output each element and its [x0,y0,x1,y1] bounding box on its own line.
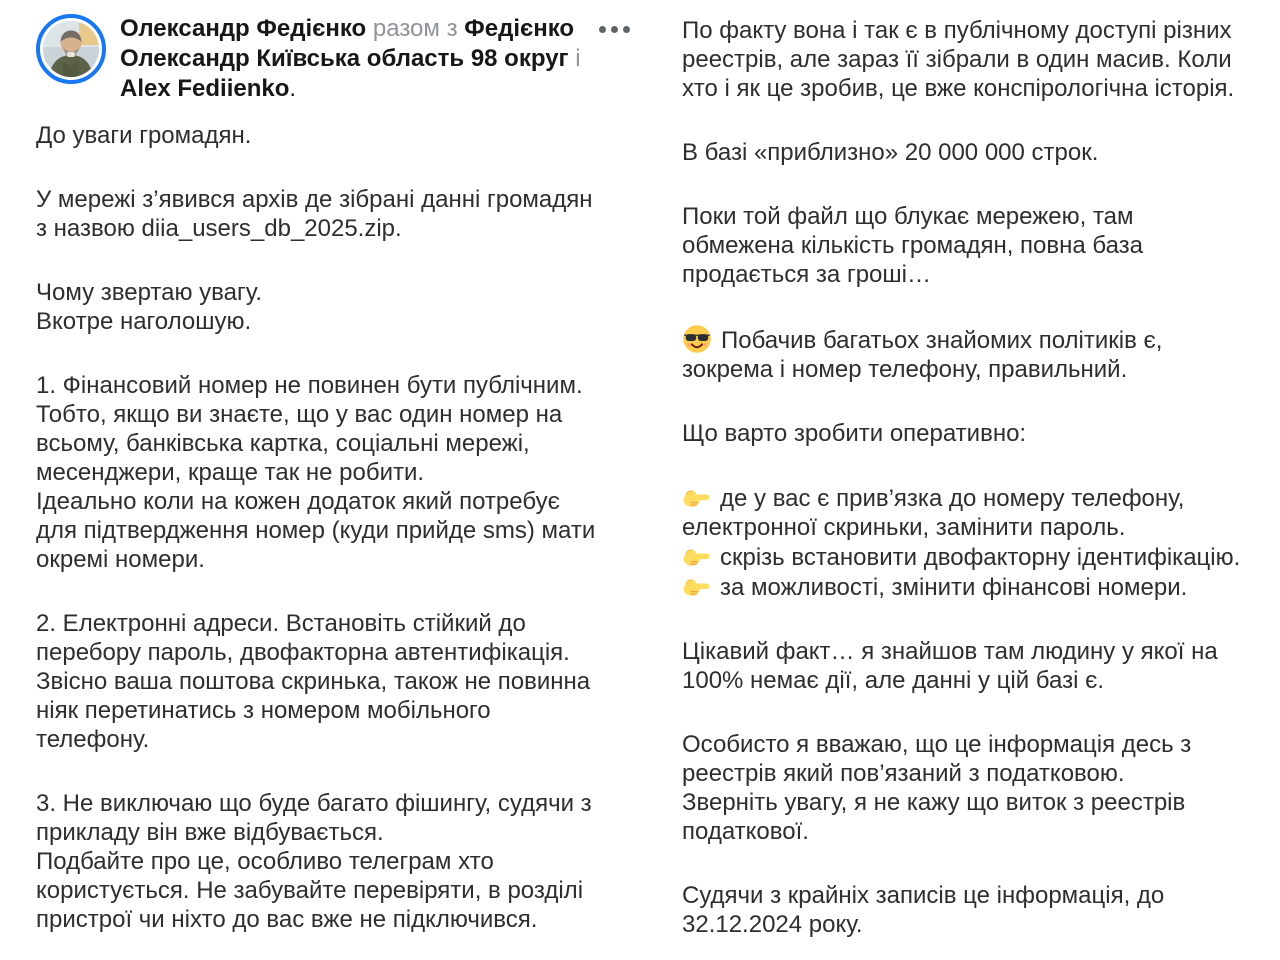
post-text-line: месенджери, краще так не робити. [36,459,425,486]
tagged-profile-link[interactable]: Alex Fediienko [120,75,290,102]
paragraph [36,609,636,754]
paragraph [682,881,1252,939]
post-text-line: У мережі з’явився архів де зібрані данні громадян [36,186,593,213]
post-byline [120,14,581,104]
post-text-line: пристрої чи ніхто до вас вже не підключився. [36,906,538,933]
post-text-line: окремі номери. [36,546,205,573]
post-text-line: Ідеально коли на кожен додаток який потребує [36,488,560,515]
post-text-line: для підтвердження номер (куди прийде sms) мати [36,517,596,544]
pointing-right-emoji-icon [682,542,711,571]
post-text-line: прикладу він вже відбувається. [36,819,384,846]
post-text-line: Поки той файл що блукає мережею, там [682,203,1134,230]
post-text-line: скрізь встановити двофакторну ідентифікацію. [682,542,1252,572]
byline-line-2 [120,44,581,74]
paragraph [682,483,1252,602]
byline-line-1 [120,14,581,44]
profile-photo-image [43,21,99,77]
byline-period: . [289,75,297,102]
post-right-column [682,14,1252,939]
paragraph [36,278,636,336]
post-text-line: 3. Не виключаю що буде багато фішингу, судячи з [36,790,592,817]
post-text-line: 2. Електронні адреси. Встановіть стійкий до [36,610,526,637]
post-text-line: за можливості, змінити фінансові номери. [682,572,1252,602]
post-text-line: Що варто зробити оперативно: [682,420,1027,447]
paragraph [36,789,636,934]
post-text-line: перебору пароль, двофакторна автентифікація. [36,639,570,666]
post-left-column [36,14,636,939]
post-text-line: податкової. [682,818,809,845]
post-text-line: всьому, банківська картка, соціальні мережі, [36,430,530,457]
profile-photo [43,21,99,77]
paragraph [682,419,1252,448]
post-text-line: де у вас є прив’язка до номеру телефону, [682,483,1252,513]
post-text-line: В базі «приблизно» 20 000 000 строк. [682,139,1099,166]
paragraph [682,324,1252,384]
together-with-label: разом з [372,15,458,42]
paragraph [682,637,1252,695]
post-options-button[interactable] [599,14,636,33]
post-text-line: По факту вона і так є в публічному доступі різних [682,17,1232,44]
paragraph [682,202,1252,289]
post-text-line: користується. Не забувайте перевіряти, в розділі [36,877,584,904]
post-text-line: Особисто я вважаю, що це інформація десь з [682,731,1192,758]
post-text-line: Цікавий факт… я знайшов там людину у якої на [682,638,1218,665]
post-text-line: Побачив багатьох знайомих політиків є, [682,324,1252,355]
post-text-line: До уваги громадян. [36,122,252,149]
post-text-line: Тобто, якщо ви знаєте, що у вас один номер на [36,401,563,428]
post-text-line: Зверніть увагу, я не кажу що виток з реестрів [682,789,1186,816]
paragraph [36,371,636,574]
post-text-line: 32.12.2024 року. [682,911,863,938]
post-text-line: Вкотре наголошую. [36,308,252,335]
post-text-line: Судячи з крайніх записів це інформація, до [682,882,1165,909]
post-text-line: телефону. [36,726,150,753]
ellipsis-icon [623,26,630,33]
ellipsis-icon [611,26,618,33]
post-text-line: Подбайте про це, особливо телеграм хто [36,848,494,875]
paragraph [682,730,1252,846]
pointing-right-emoji-icon [682,572,711,601]
tagged-profile-link[interactable]: Федієнко [464,15,575,42]
avatar[interactable] [36,14,106,84]
paragraph [682,16,1252,103]
post-text-line: реестрів який пов’язаний з податковою. [682,760,1125,787]
post-text-line: зокрема і номер телефону, правильний. [682,356,1128,383]
paragraph [36,121,636,150]
sunglasses-emoji-icon [682,324,712,354]
tagged-profile-link[interactable]: Олександр Київська область 98 округ [120,45,569,72]
post-text-line: 1. Фінансовий номер не повинен бути публічним. [36,372,583,399]
post-text-line: з назвою diia_users_db_2025.zip. [36,215,402,242]
post-header [36,14,636,104]
post-text-line: реестрів, але зараз її зібрали в один масив. Коли [682,46,1232,73]
author-link[interactable]: Олександр Федієнко [120,15,367,42]
post-text-line: ніяк перетинатись з номером мобільного [36,697,491,724]
post-text-line: хто і як це зробив, це вже конспірологічна історія. [682,75,1235,102]
post-text-line: 100% немає дії, але данні у цій базі є. [682,667,1104,694]
post-text-line: продається за гроші… [682,261,931,288]
byline-line-3 [120,74,581,104]
ellipsis-icon [599,26,606,33]
and-connector-label: і [575,45,581,72]
post-text-line: Звісно ваша поштова скринька, також не повинна [36,668,591,695]
pointing-right-emoji-icon [682,483,711,512]
paragraph [682,138,1252,167]
post-text-line: обмежена кількість громадян, повна база [682,232,1144,259]
post-text-line: електронної скриньки, замінити пароль. [682,514,1126,541]
paragraph [36,185,636,243]
post-text-line: Чому звертаю увагу. [36,279,263,306]
